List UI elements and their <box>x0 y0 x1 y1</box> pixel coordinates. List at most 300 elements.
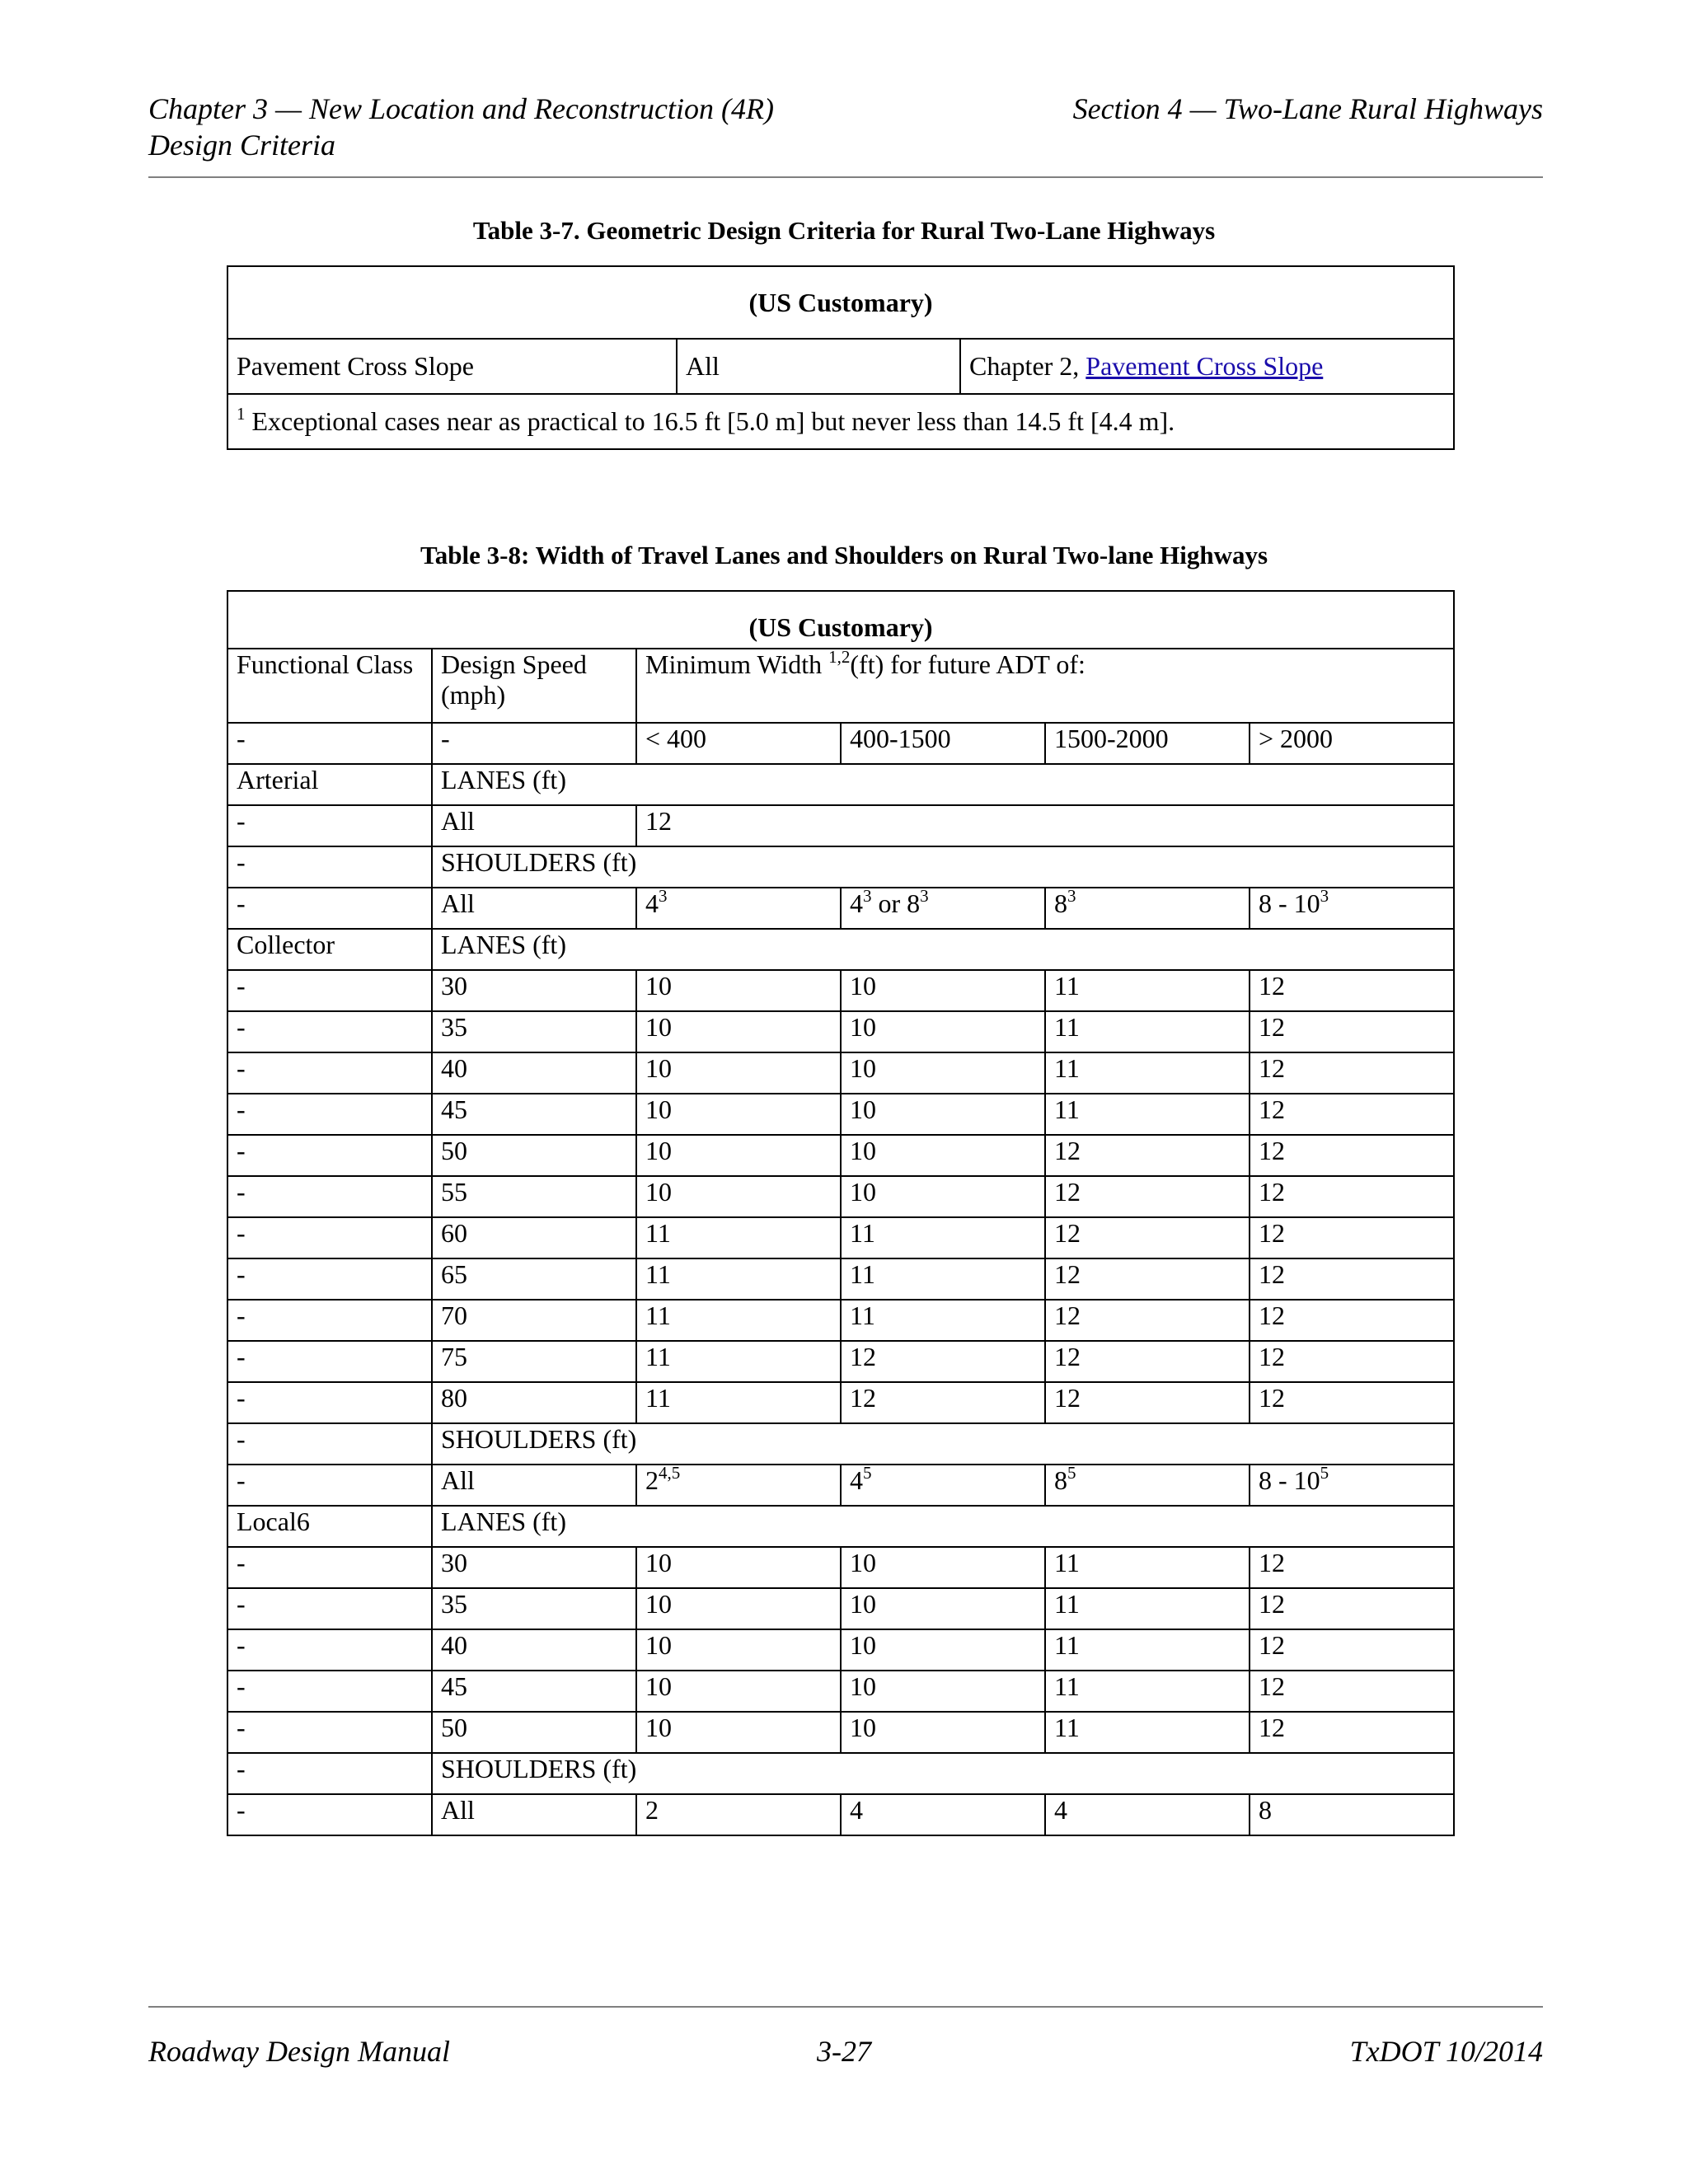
cell-value: 11 <box>645 1383 671 1413</box>
cell-value: 12 <box>1259 1259 1285 1289</box>
cell-adt-1500-2000 <box>1045 1629 1250 1671</box>
table37-units: (US Customary) <box>227 266 1454 339</box>
cell-adt-gt2000 <box>1250 1011 1454 1052</box>
cell-class <box>227 1465 432 1506</box>
cell-adt-gt2000 <box>1250 1094 1454 1135</box>
cell-value: - <box>237 1177 246 1207</box>
footnote-ref: 3 <box>863 888 872 906</box>
cell-value: 8 - 10 <box>1259 888 1320 918</box>
cell-value: 4 <box>850 888 863 918</box>
cell-adt-1500-2000 <box>1045 1135 1250 1176</box>
cell-adt-1500-2000 <box>1045 1176 1250 1217</box>
table-row <box>227 1588 1454 1629</box>
cell-adt-lt400 <box>636 1217 841 1258</box>
header-divider <box>148 176 1543 178</box>
cell-speed <box>432 1217 636 1258</box>
cell-class <box>227 1547 432 1588</box>
cell-value: 10 <box>850 1177 876 1207</box>
cell-value: 2 <box>645 1465 659 1495</box>
cell-value: 11 <box>645 1342 671 1371</box>
cell-value: 11 <box>850 1218 875 1248</box>
cell-value: - <box>237 1342 246 1371</box>
cell-class <box>227 1217 432 1258</box>
cell-adt-gt2000 <box>1250 1135 1454 1176</box>
cell-value: 12 <box>1259 1218 1285 1248</box>
row-section-label: SHOULDERS (ft) <box>432 1753 1454 1794</box>
footnote-ref: 5 <box>1067 1465 1076 1483</box>
footer-page-number: 3-27 <box>817 2035 871 2068</box>
cell-value: 10 <box>850 1094 876 1124</box>
cell-adt-gt2000 <box>1250 1176 1454 1217</box>
cell-speed <box>432 1465 636 1506</box>
table38-adt-1500-2000: 1500-2000 <box>1045 723 1250 764</box>
cell-adt-400-1500 <box>841 1176 1045 1217</box>
cell-adt-400-1500 <box>841 888 1045 929</box>
table37-footnote-mark: 1 <box>237 404 246 424</box>
table-row <box>227 1794 1454 1835</box>
cell-adt-400-1500 <box>841 1217 1045 1258</box>
cell-speed <box>432 1712 636 1753</box>
cell-adt-lt400 <box>636 1547 841 1588</box>
table-row <box>227 1011 1454 1052</box>
table-row <box>227 1629 1454 1671</box>
pavement-cross-slope-link[interactable]: Pavement Cross Slope <box>1085 351 1324 381</box>
cell-value: 10 <box>645 1012 672 1042</box>
table-row <box>227 888 1454 929</box>
footnote-ref: 5 <box>863 1465 872 1483</box>
table38-caption: Table 3-8: Width of Travel Lanes and Shoulders on Rural Two-lane Highways <box>420 541 1268 569</box>
table-row <box>227 1135 1454 1176</box>
cell-class <box>227 1794 432 1835</box>
cell-value: 12 <box>1259 1136 1285 1165</box>
cell-value: 12 <box>1259 1012 1285 1042</box>
table-row <box>227 1671 1454 1712</box>
cell-class <box>227 1712 432 1753</box>
cell-value: 30 <box>441 971 467 1001</box>
cell-value: - <box>237 1589 246 1619</box>
table38-head-speed-line2: (mph) <box>441 680 506 710</box>
cell-value: 11 <box>850 1301 875 1330</box>
cell-value: 10 <box>645 1548 672 1577</box>
cell-value: 12 <box>1054 1301 1081 1330</box>
table-row <box>227 1465 1454 1506</box>
cell-value: 12 <box>1259 971 1285 1001</box>
cell-class <box>227 1671 432 1712</box>
cell-speed <box>432 1671 636 1712</box>
cell-adt-400-1500 <box>841 1052 1045 1094</box>
cell-value: 12 <box>1054 1136 1081 1165</box>
cell-adt-lt400 <box>636 1052 841 1094</box>
cell-value: 10 <box>850 971 876 1001</box>
table37-cell-parameter: Pavement Cross Slope <box>227 339 677 394</box>
cell-adt-gt2000 <box>1250 1300 1454 1341</box>
cell-value: 11 <box>1054 1094 1080 1124</box>
cell-adt-lt400 <box>636 1465 841 1506</box>
table37-footnote-text: Exceptional cases near as practical to 16.5 ft [5.0 m] but never less than 14.5 ft [4.4 m]. <box>245 406 1175 436</box>
cell-value: 10 <box>850 1548 876 1577</box>
cell-value: - <box>237 1053 246 1083</box>
table37-caption: Table 3-7. Geometric Design Criteria for Rural Two-Lane Highways <box>472 216 1216 245</box>
cell-value: 12 <box>1259 1094 1285 1124</box>
cell-adt-gt2000 <box>1250 1629 1454 1671</box>
cell-value: 11 <box>1054 1713 1080 1742</box>
row-functional-class: Local6 <box>227 1506 432 1547</box>
cell-value: 12 <box>1259 1177 1285 1207</box>
cell-value: 75 <box>441 1342 467 1371</box>
cell-value: 65 <box>441 1259 467 1289</box>
cell-value: 11 <box>1054 1548 1080 1577</box>
cell-adt-400-1500 <box>841 1011 1045 1052</box>
table38-adt-gt2000: > 2000 <box>1250 723 1454 764</box>
cell-value: or 8 <box>871 888 921 918</box>
cell-value: 10 <box>850 1012 876 1042</box>
cell-adt-400-1500 <box>841 1629 1045 1671</box>
cell-value: 80 <box>441 1383 467 1413</box>
row-section-label: LANES (ft) <box>432 929 1454 970</box>
cell-value: - <box>237 888 246 918</box>
cell-adt-400-1500 <box>841 1547 1045 1588</box>
cell-value: 11 <box>1054 971 1080 1001</box>
cell-value: 11 <box>1054 1589 1080 1619</box>
cell-value: - <box>237 1671 246 1701</box>
cell-value: 10 <box>645 1094 672 1124</box>
row-width-all-adt: 12 <box>636 805 1454 846</box>
cell-adt-400-1500 <box>841 1794 1045 1835</box>
cell-value: 12 <box>1054 1342 1081 1371</box>
cell-value: 50 <box>441 1136 467 1165</box>
cell-value: 12 <box>1259 1053 1285 1083</box>
cell-value: 12 <box>1054 1259 1081 1289</box>
cell-speed <box>432 1011 636 1052</box>
cell-value: All <box>441 1465 475 1495</box>
cell-adt-400-1500 <box>841 1588 1045 1629</box>
table-row <box>227 970 1454 1011</box>
cell-value: - <box>237 1713 246 1742</box>
cell-adt-1500-2000 <box>1045 888 1250 929</box>
cell-class <box>227 970 432 1011</box>
cell-value: 12 <box>1259 1630 1285 1660</box>
cell-speed <box>432 888 636 929</box>
cell-value: 55 <box>441 1177 467 1207</box>
footnote-ref: 5 <box>1320 1465 1329 1483</box>
cell-class <box>227 1258 432 1300</box>
cell-speed <box>432 1052 636 1094</box>
table38-head-design-speed <box>432 649 636 723</box>
cell-value: 40 <box>441 1053 467 1083</box>
cell-speed <box>432 1588 636 1629</box>
cell-speed <box>432 1135 636 1176</box>
cell-class <box>227 1588 432 1629</box>
cell-value: - <box>237 1630 246 1660</box>
cell-adt-400-1500 <box>841 1341 1045 1382</box>
cell-adt-lt400 <box>636 1712 841 1753</box>
cell-adt-1500-2000 <box>1045 1011 1250 1052</box>
cell-value: 12 <box>1054 1383 1081 1413</box>
cell-adt-1500-2000 <box>1045 1547 1250 1588</box>
table-row <box>227 1300 1454 1341</box>
cell-class <box>227 1382 432 1423</box>
cell-class <box>227 888 432 929</box>
cell-value: 12 <box>1259 1548 1285 1577</box>
cell-adt-1500-2000 <box>1045 1300 1250 1341</box>
cell-adt-lt400 <box>636 1341 841 1382</box>
cell-value: 40 <box>441 1630 467 1660</box>
cell-value: 10 <box>645 1630 672 1660</box>
cell-speed <box>432 1547 636 1588</box>
cell-value: 10 <box>645 1589 672 1619</box>
cell-value: 35 <box>441 1589 467 1619</box>
table-row <box>227 1217 1454 1258</box>
cell-class <box>227 1052 432 1094</box>
cell-value: - <box>237 1548 246 1577</box>
cell-value: - <box>237 1136 246 1165</box>
cell-speed <box>432 1341 636 1382</box>
cell-adt-1500-2000 <box>1045 1341 1250 1382</box>
cell-value: 10 <box>645 971 672 1001</box>
cell-value: 8 <box>1054 888 1067 918</box>
header-section: Section 4 — Two-Lane Rural Highways <box>1072 92 1543 125</box>
cell-value: - <box>237 1259 246 1289</box>
cell-value: 10 <box>645 1053 672 1083</box>
cell-value: - <box>237 1218 246 1248</box>
cell-adt-400-1500 <box>841 1300 1045 1341</box>
row-design-speed: All <box>432 805 636 846</box>
cell-adt-lt400 <box>636 970 841 1011</box>
cell-value: 10 <box>850 1053 876 1083</box>
cell-value: - <box>237 1094 246 1124</box>
cell-value: 12 <box>1259 1671 1285 1701</box>
table-row <box>227 1176 1454 1217</box>
table38-adt-blank-2: - <box>432 723 636 764</box>
cell-value: 10 <box>850 1630 876 1660</box>
cell-adt-gt2000 <box>1250 1217 1454 1258</box>
footer-divider <box>148 2006 1543 2008</box>
cell-speed <box>432 1300 636 1341</box>
cell-adt-gt2000 <box>1250 1547 1454 1588</box>
cell-value: - <box>237 1795 246 1825</box>
cell-adt-gt2000 <box>1250 1588 1454 1629</box>
cell-speed <box>432 970 636 1011</box>
cell-adt-lt400 <box>636 1094 841 1135</box>
table38-adt-lt400: < 400 <box>636 723 841 764</box>
table-row <box>227 1423 1454 1465</box>
row-functional-class: - <box>227 1423 432 1465</box>
cell-adt-lt400 <box>636 1135 841 1176</box>
cell-value: 12 <box>1259 1301 1285 1330</box>
row-functional-class: - <box>227 846 432 888</box>
cell-value: 35 <box>441 1012 467 1042</box>
cell-class <box>227 1629 432 1671</box>
cell-value: 8 <box>1054 1465 1067 1495</box>
cell-value: 4 <box>850 1795 863 1825</box>
cell-value: 12 <box>1054 1177 1081 1207</box>
table-row <box>227 846 1454 888</box>
cell-adt-gt2000 <box>1250 1052 1454 1094</box>
cell-adt-1500-2000 <box>1045 1258 1250 1300</box>
cell-adt-400-1500 <box>841 1135 1045 1176</box>
cell-value: 10 <box>645 1713 672 1742</box>
cell-value: 10 <box>645 1136 672 1165</box>
table37 <box>227 265 1455 450</box>
table38-head-min-prefix: Minimum Width <box>645 649 829 679</box>
row-section-label: LANES (ft) <box>432 764 1454 805</box>
cell-adt-lt400 <box>636 1011 841 1052</box>
row-functional-class: - <box>227 805 432 846</box>
cell-value: 12 <box>1054 1218 1081 1248</box>
table-row <box>227 1753 1454 1794</box>
row-section-label: SHOULDERS (ft) <box>432 1423 1454 1465</box>
cell-adt-400-1500 <box>841 1671 1045 1712</box>
table-row <box>227 1382 1454 1423</box>
cell-adt-lt400 <box>636 1629 841 1671</box>
cell-adt-400-1500 <box>841 1465 1045 1506</box>
row-section-label: LANES (ft) <box>432 1506 1454 1547</box>
cell-class <box>227 1135 432 1176</box>
cell-speed <box>432 1094 636 1135</box>
row-functional-class: Arterial <box>227 764 432 805</box>
row-section-label: SHOULDERS (ft) <box>432 846 1454 888</box>
table38-head-minimum-width <box>636 649 1454 723</box>
cell-value: 11 <box>1054 1630 1080 1660</box>
cell-value: 12 <box>1259 1342 1285 1371</box>
cell-adt-1500-2000 <box>1045 1671 1250 1712</box>
table-row <box>227 1258 1454 1300</box>
cell-adt-lt400 <box>636 888 841 929</box>
cell-adt-1500-2000 <box>1045 1382 1250 1423</box>
cell-adt-400-1500 <box>841 970 1045 1011</box>
table37-cell-scope: All <box>677 339 960 394</box>
table-row <box>227 1341 1454 1382</box>
cell-value: 8 <box>1259 1795 1272 1825</box>
cell-adt-gt2000 <box>1250 1671 1454 1712</box>
table-row <box>227 764 1454 805</box>
table-row <box>227 1052 1454 1094</box>
cell-adt-1500-2000 <box>1045 1094 1250 1135</box>
table-row <box>227 1712 1454 1753</box>
cell-adt-lt400 <box>636 1794 841 1835</box>
header-chapter <box>148 91 774 163</box>
cell-adt-lt400 <box>636 1671 841 1712</box>
cell-value: 11 <box>645 1301 671 1330</box>
cell-adt-lt400 <box>636 1382 841 1423</box>
table38-head-functional-class: Functional Class <box>227 649 432 723</box>
cell-value: 2 <box>645 1795 659 1825</box>
cell-value: 11 <box>645 1218 671 1248</box>
cell-adt-lt400 <box>636 1300 841 1341</box>
cell-value: 11 <box>1054 1053 1080 1083</box>
cell-adt-gt2000 <box>1250 1465 1454 1506</box>
cell-value: 70 <box>441 1301 467 1330</box>
cell-adt-lt400 <box>636 1588 841 1629</box>
cell-speed <box>432 1382 636 1423</box>
cell-value: 12 <box>1259 1713 1285 1742</box>
table38-head-min-sup: 1,2 <box>828 649 851 667</box>
table38-body <box>227 764 1454 1835</box>
cell-adt-gt2000 <box>1250 1712 1454 1753</box>
table37-footnote <box>227 394 1454 449</box>
cell-value: 12 <box>1259 1383 1285 1413</box>
cell-value: 45 <box>441 1671 467 1701</box>
row-functional-class: Collector <box>227 929 432 970</box>
header-chapter-line2: Design Criteria <box>148 129 336 162</box>
cell-adt-1500-2000 <box>1045 1794 1250 1835</box>
cell-value: 11 <box>1054 1012 1080 1042</box>
cell-value: 45 <box>441 1094 467 1124</box>
cell-value: 10 <box>645 1671 672 1701</box>
cell-value: - <box>237 1012 246 1042</box>
cell-adt-400-1500 <box>841 1258 1045 1300</box>
cell-adt-gt2000 <box>1250 970 1454 1011</box>
footer-edition: TxDOT 10/2014 <box>1349 2035 1543 2068</box>
cell-value: All <box>441 1795 475 1825</box>
footnote-ref: 3 <box>920 888 929 906</box>
cell-value: 10 <box>645 1177 672 1207</box>
table-row <box>227 805 1454 846</box>
cell-adt-gt2000 <box>1250 888 1454 929</box>
table38-head-speed-line1: Design Speed <box>441 649 587 679</box>
cell-value: - <box>237 1383 246 1413</box>
cell-speed <box>432 1176 636 1217</box>
row-functional-class: - <box>227 1753 432 1794</box>
table38-units: (US Customary) <box>227 591 1454 649</box>
footnote-ref: 3 <box>659 888 668 906</box>
table-row <box>227 1094 1454 1135</box>
cell-adt-1500-2000 <box>1045 1712 1250 1753</box>
cell-value: - <box>237 1465 246 1495</box>
table38-head-min-suffix: (ft) for future ADT of: <box>850 649 1085 679</box>
cell-value: 12 <box>850 1383 876 1413</box>
header-chapter-line1: Chapter 3 — New Location and Reconstruction (4R) <box>148 92 774 125</box>
table37-cell-reference <box>960 339 1454 394</box>
cell-class <box>227 1176 432 1217</box>
cell-value: 50 <box>441 1713 467 1742</box>
cell-value: - <box>237 971 246 1001</box>
cell-value: 4 <box>645 888 659 918</box>
cell-class <box>227 1341 432 1382</box>
cell-speed <box>432 1794 636 1835</box>
cell-adt-lt400 <box>636 1258 841 1300</box>
cell-value: 10 <box>850 1589 876 1619</box>
footnote-ref: 4,5 <box>659 1465 681 1483</box>
table-row <box>227 929 1454 970</box>
cell-value: 11 <box>645 1259 671 1289</box>
cell-value: 60 <box>441 1218 467 1248</box>
cell-class <box>227 1094 432 1135</box>
footnote-ref: 3 <box>1067 888 1076 906</box>
cell-class <box>227 1300 432 1341</box>
cell-adt-gt2000 <box>1250 1341 1454 1382</box>
table38 <box>227 590 1455 1836</box>
footnote-ref: 3 <box>1320 888 1329 906</box>
footer-manual: Roadway Design Manual <box>148 2035 450 2068</box>
cell-value: 11 <box>1054 1671 1080 1701</box>
table37-reference-prefix: Chapter 2, <box>969 351 1086 381</box>
cell-value: 12 <box>850 1342 876 1371</box>
cell-adt-1500-2000 <box>1045 1588 1250 1629</box>
cell-class <box>227 1011 432 1052</box>
cell-adt-400-1500 <box>841 1094 1045 1135</box>
cell-value: 10 <box>850 1136 876 1165</box>
cell-adt-400-1500 <box>841 1712 1045 1753</box>
cell-value: 12 <box>1259 1589 1285 1619</box>
cell-value: 10 <box>850 1713 876 1742</box>
table-row <box>227 1506 1454 1547</box>
cell-adt-400-1500 <box>841 1382 1045 1423</box>
cell-value: 10 <box>850 1671 876 1701</box>
cell-adt-gt2000 <box>1250 1794 1454 1835</box>
cell-adt-gt2000 <box>1250 1258 1454 1300</box>
table-row <box>227 1547 1454 1588</box>
